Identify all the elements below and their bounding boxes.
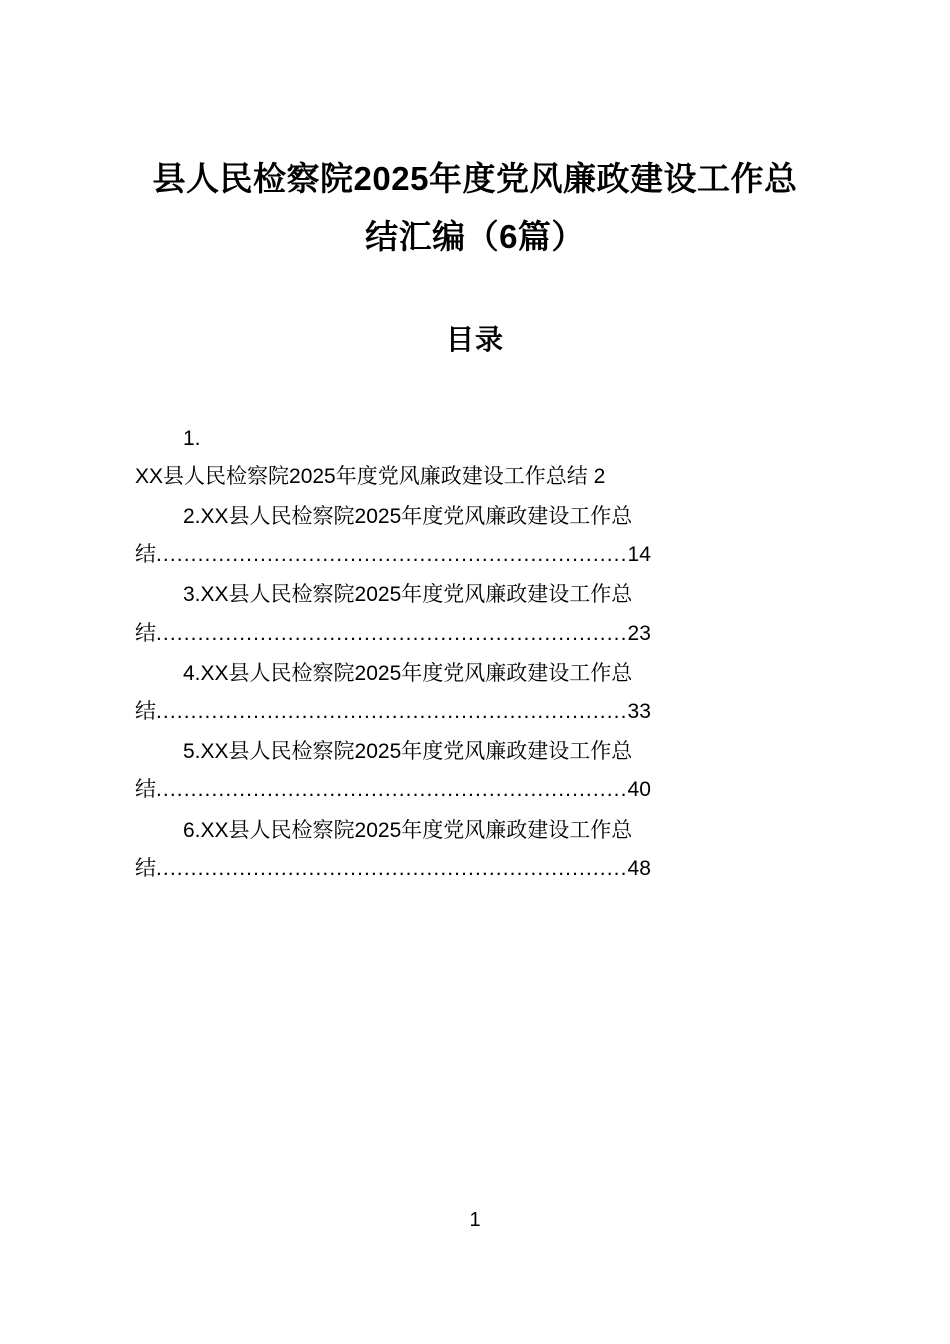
toc-item[interactable] — [135, 812, 815, 888]
toc-item-page: 40 — [627, 778, 651, 802]
toc-item-page: 2 — [593, 464, 606, 488]
toc-item[interactable] — [135, 733, 815, 809]
toc-item-dots: .................................................................... — [156, 700, 628, 724]
toc-item-index: 1. — [183, 426, 201, 450]
toc-heading: 目录 — [445, 323, 504, 355]
toc-item-page: 23 — [627, 621, 651, 645]
toc-item-label: XX县人民检察院2025年度党风廉政建设工作总结 — [135, 583, 633, 645]
toc-item-dots: .................................................................... — [156, 543, 628, 567]
table-of-contents — [135, 420, 815, 889]
toc-item-page: 33 — [627, 700, 651, 724]
toc-item-label: XX县人民检察院2025年度党风廉政建设工作总结 — [135, 464, 588, 488]
toc-item[interactable] — [135, 498, 815, 574]
toc-item-dots: .................................................................... — [156, 856, 628, 880]
toc-item-index: 5. — [183, 740, 201, 764]
toc-item-index: 3. — [183, 583, 201, 607]
toc-item-page: 48 — [627, 856, 651, 880]
page-number: 1 — [469, 1209, 481, 1231]
page-title: 县人民检察院2025年度党风廉政建设工作总结汇编（6篇） — [152, 160, 798, 255]
toc-item-dots: .................................................................... — [156, 621, 628, 645]
toc-item-index: 2. — [183, 504, 201, 528]
toc-item-label: XX县人民检察院2025年度党风廉政建设工作总结 — [135, 661, 633, 724]
toc-item[interactable] — [135, 655, 815, 731]
toc-item-label: XX县人民检察院2025年度党风廉政建设工作总结 — [135, 740, 633, 802]
toc-item-label: XX县人民检察院2025年度党风廉政建设工作总结 — [135, 504, 633, 567]
toc-item[interactable] — [135, 420, 815, 496]
toc-item-dots: .................................................................... — [156, 778, 628, 802]
toc-item-page: 14 — [627, 543, 651, 567]
toc-item-label: XX县人民检察院2025年度党风廉政建设工作总结 — [135, 818, 633, 880]
toc-item-index: 4. — [183, 661, 201, 685]
toc-item-index: 6. — [183, 818, 201, 842]
toc-item[interactable] — [135, 576, 815, 652]
